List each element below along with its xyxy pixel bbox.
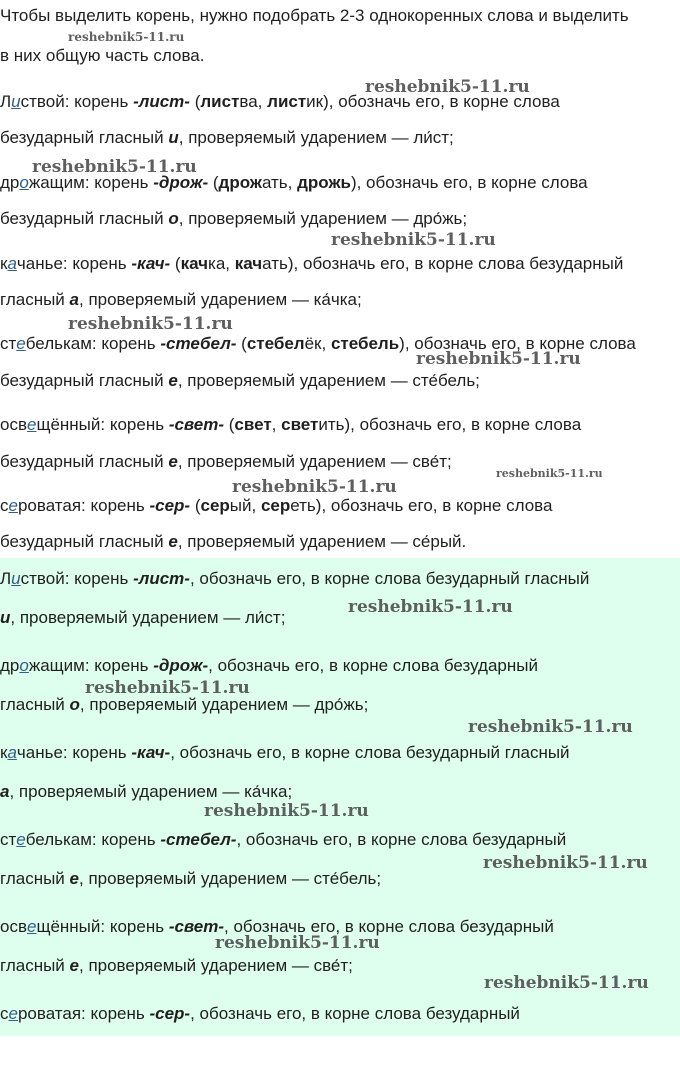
explanation-line: безударный гласный е, проверяемый ударением — све́т; bbox=[0, 452, 452, 471]
explanation-line: Листвой: корень -лист- (листва, листик), обозначь его, в корне слова bbox=[0, 92, 560, 111]
watermark: reshebnik5-11.ru bbox=[85, 678, 250, 698]
explanation-line: стебелькам: корень -стебел- (стебелёк, стебель), обозначь его, в корне слова bbox=[0, 334, 636, 353]
watermark: reshebnik5-11.ru bbox=[215, 933, 380, 953]
watermark: reshebnik5-11.ru bbox=[232, 477, 397, 497]
answer-line: качанье: корень -кач-, обозначь его, в корне слова безударный гласный bbox=[0, 743, 570, 762]
answer-line: гласный е, проверяемый ударением — све́т; bbox=[0, 956, 353, 975]
watermark: reshebnik5-11.ru bbox=[68, 314, 233, 334]
watermark: reshebnik5-11.ru bbox=[484, 973, 649, 993]
watermark: reshebnik5-11.ru bbox=[204, 801, 369, 821]
watermark: reshebnik5-11.ru bbox=[365, 77, 530, 97]
watermark: reshebnik5-11.ru bbox=[468, 717, 633, 737]
watermark: reshebnik5-11.ru bbox=[331, 230, 496, 250]
answer-line: гласный е, проверяемый ударением — сте́бель; bbox=[0, 869, 382, 888]
explanation-line: освещённый: корень -свет- (свет, светить), обозначь его, в корне слова bbox=[0, 415, 582, 434]
intro-line-1: Чтобы выделить корень, нужно подобрать 2-3 однокоренных слова и выделить bbox=[0, 6, 629, 25]
watermark: reshebnik5-11.ru bbox=[496, 467, 603, 480]
explanation-line: безударный гласный о, проверяемый ударением — дро́жь; bbox=[0, 209, 468, 228]
answer-line: а, проверяемый ударением — ка́чка; bbox=[0, 782, 293, 801]
answer-line: сероватая: корень -сер-, обозначь его, в корне слова безударный bbox=[0, 1004, 520, 1023]
answer-line: Листвой: корень -лист-, обозначь его, в корне слова безударный гласный bbox=[0, 569, 590, 588]
explanation-line: сероватая: корень -сер- (серый, сереть), обозначь его, в корне слова bbox=[0, 496, 553, 515]
explanation-line: безударный гласный е, проверяемый ударением — сте́бель; bbox=[0, 371, 480, 390]
explanation-line: безударный гласный и, проверяемый ударением — ли́ст; bbox=[0, 128, 454, 147]
explanation-line: гласный а, проверяемый ударением — ка́чка; bbox=[0, 290, 362, 309]
watermark: reshebnik5-11.ru bbox=[348, 597, 513, 617]
explanation-line: безударный гласный е, проверяемый ударением — се́рый. bbox=[0, 532, 467, 551]
watermark: reshebnik5-11.ru bbox=[483, 853, 648, 873]
explanation-line: дрожащим: корень -дрож- (дрожать, дрожь), обозначь его, в корне слова bbox=[0, 173, 588, 192]
answer-line: дрожащим: корень -дрож-, обозначь его, в корне слова безударный bbox=[0, 656, 538, 675]
answer-line: стебелькам: корень -стебел-, обозначь его, в корне слова безударный bbox=[0, 830, 567, 849]
watermark: reshebnik5-11.ru bbox=[68, 30, 185, 44]
answer-line: освещённый: корень -свет-, обозначь его, в корне слова безударный bbox=[0, 917, 554, 936]
intro-line-2: в них общую часть слова. bbox=[0, 46, 205, 65]
answer-line: и, проверяемый ударением — ли́ст; bbox=[0, 608, 286, 627]
answer-line: гласный о, проверяемый ударением — дро́жь; bbox=[0, 695, 369, 714]
explanation-line: качанье: корень -кач- (качка, качать), обозначь его, в корне слова безударный bbox=[0, 254, 624, 273]
watermark: reshebnik5-11.ru bbox=[416, 349, 581, 369]
watermark: reshebnik5-11.ru bbox=[32, 157, 197, 177]
